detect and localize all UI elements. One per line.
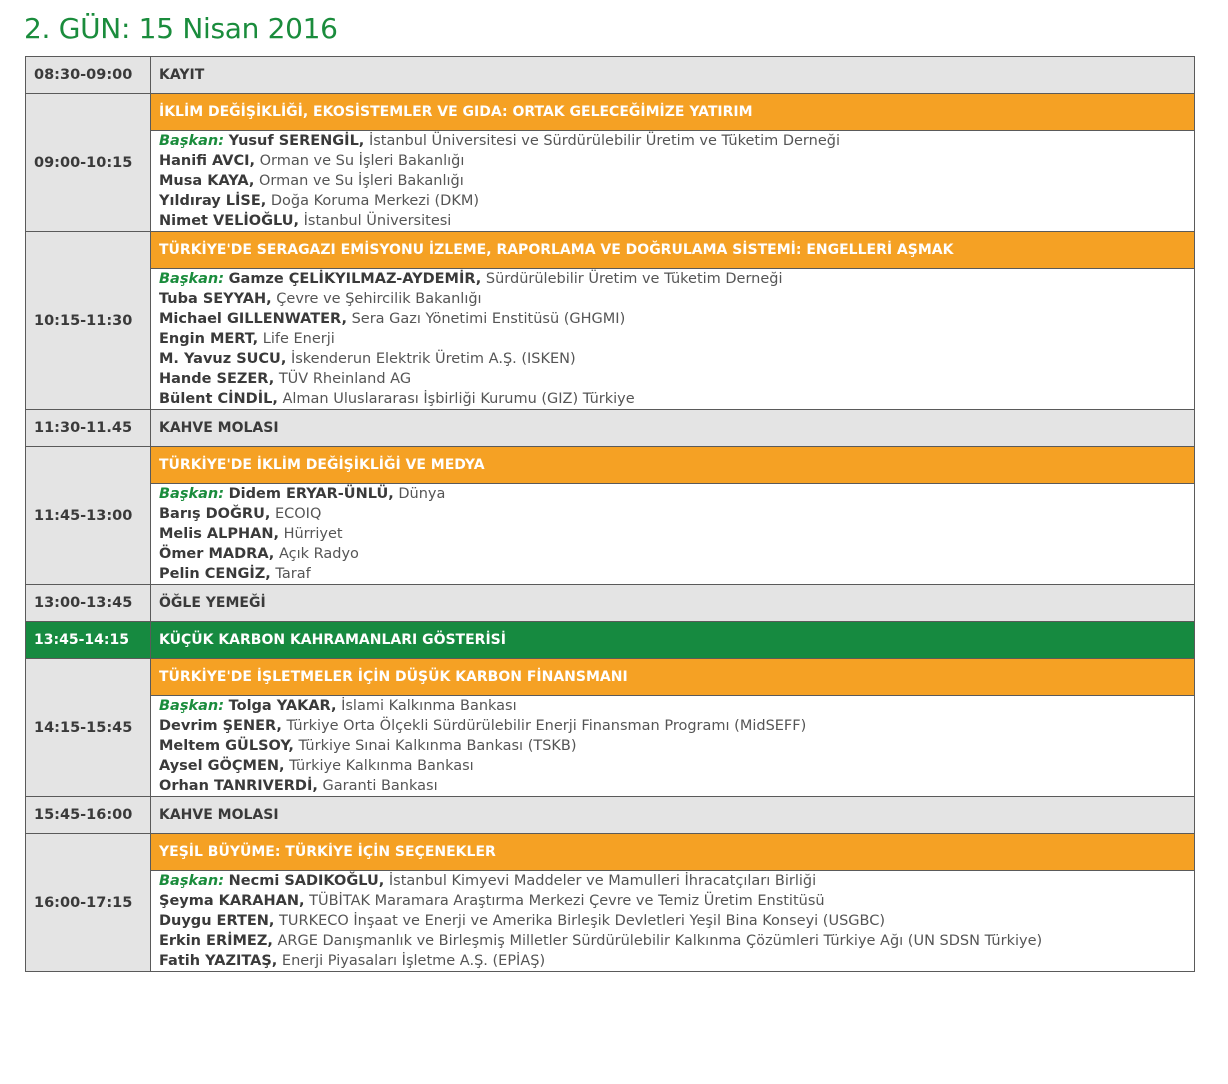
speaker-name: Fatih YAZITAŞ, [159,953,278,969]
speaker-affiliation: Alman Uluslararası İşbirliği Kurumu (GIZ) Türkiye [282,391,635,407]
speaker-line [159,151,1186,171]
speaker-name: Hanifi AVCI, [159,153,256,169]
time-slot: 11:30-11.45 [26,410,151,447]
speaker-affiliation: Türkiye Orta Ölçekli Sürdürülebilir Enerji Finansman Programı (MidSEFF) [286,718,807,734]
session-header-row [26,232,1195,269]
speaker-affiliation: Çevre ve Şehircilik Bakanlığı [276,291,482,307]
speaker-list [151,484,1195,585]
speaker-line [159,349,1186,369]
speaker-name: Orhan TANRIVERDİ, [159,778,318,794]
speaker-name: Duygu ERTEN, [159,913,275,929]
speaker-line [159,524,1186,544]
break-row [26,410,1195,447]
session-title: TÜRKİYE'DE SERAGAZI EMİSYONU İZLEME, RAPORLAMA VE DOĞRULAMA SİSTEMİ: ENGELLERİ AŞMAK [151,232,1195,269]
highlight-label: KÜÇÜK KARBON KAHRAMANLARI GÖSTERİSİ [151,622,1195,659]
speaker-affiliation: TURKECO İnşaat ve Enerji ve Amerika Birleşik Devletleri Yeşil Bina Konseyi (USGBC) [279,913,885,929]
speaker-name: Pelin CENGİZ, [159,566,271,582]
chair-label: Başkan: [159,698,225,714]
speaker-name: Didem ERYAR-ÜNLÜ, [228,486,394,502]
break-label: ÖĞLE YEMEĞİ [151,585,1195,622]
speaker-affiliation: Hürriyet [283,526,343,542]
time-slot: 15:45-16:00 [26,797,151,834]
speaker-line [159,504,1186,524]
chair-line [159,696,1186,716]
session-header-row [26,659,1195,696]
speaker-affiliation: Türkiye Sınai Kalkınma Bankası (TSKB) [298,738,577,754]
speaker-affiliation: TÜV Rheinland AG [278,371,412,387]
speaker-name: Engin MERT, [159,331,259,347]
chair-label: Başkan: [159,873,225,889]
speaker-line [159,756,1186,776]
highlight-row [26,622,1195,659]
time-slot: 13:45-14:15 [26,622,151,659]
speaker-line [159,329,1186,349]
speaker-affiliation: Taraf [275,566,311,582]
time-slot: 11:45-13:00 [26,447,151,585]
speaker-line [159,544,1186,564]
speaker-affiliation: İstanbul Üniversitesi ve Sürdürülebilir Üretim ve Tüketim Derneği [368,133,840,149]
speaker-line [159,564,1186,584]
speaker-name: Necmi SADIKOĞLU, [228,873,385,889]
speaker-affiliation: Orman ve Su İşleri Bakanlığı [259,173,464,189]
speaker-name: Erkin ERİMEZ, [159,933,273,949]
time-slot: 08:30-09:00 [26,57,151,94]
speaker-name: Barış DOĞRU, [159,506,271,522]
speaker-line [159,736,1186,756]
speaker-name: Aysel GÖÇMEN, [159,758,285,774]
speaker-name: Tuba SEYYAH, [159,291,272,307]
break-row [26,57,1195,94]
chair-label: Başkan: [159,486,225,502]
speaker-name: Bülent CİNDİL, [159,391,278,407]
chair-line [159,484,1186,504]
speaker-affiliation: Sera Gazı Yönetimi Enstitüsü (GHGMI) [351,311,626,327]
session-speakers-row [26,269,1195,410]
page-title: 2. GÜN: 15 Nisan 2016 [24,12,338,45]
session-speakers-row [26,484,1195,585]
break-row [26,585,1195,622]
speaker-line [159,776,1186,796]
speaker-affiliation: Dünya [398,486,446,502]
speaker-line [159,951,1186,971]
speaker-name: Ömer MADRA, [159,546,275,562]
speaker-affiliation: İstanbul Kimyevi Maddeler ve Mamulleri İhracatçıları Birliği [388,873,817,889]
speaker-name: Musa KAYA, [159,173,255,189]
speaker-name: Hande SEZER, [159,371,275,387]
speaker-list [151,269,1195,410]
time-slot: 14:15-15:45 [26,659,151,797]
chair-line [159,131,1186,151]
chair-label: Başkan: [159,271,225,287]
speaker-name: M. Yavuz SUCU, [159,351,287,367]
session-speakers-row [26,131,1195,232]
speaker-affiliation: Enerji Piyasaları İşletme A.Ş. (EPİAŞ) [281,953,546,969]
schedule-table [25,56,1195,972]
speaker-line [159,716,1186,736]
speaker-line [159,369,1186,389]
speaker-line [159,389,1186,409]
break-label: KAHVE MOLASI [151,410,1195,447]
speaker-list [151,696,1195,797]
speaker-name: Yusuf SERENGİL, [228,133,365,149]
speaker-name: Gamze ÇELİKYILMAZ-AYDEMİR, [228,271,482,287]
session-title: TÜRKİYE'DE İKLİM DEĞİŞİKLİĞİ VE MEDYA [151,447,1195,484]
session-speakers-row [26,696,1195,797]
speaker-affiliation: İskenderun Elektrik Üretim A.Ş. (ISKEN) [290,351,576,367]
speaker-affiliation: ECOIQ [274,506,322,522]
time-slot: 09:00-10:15 [26,94,151,232]
speaker-line [159,911,1186,931]
speaker-name: Meltem GÜLSOY, [159,738,294,754]
speaker-affiliation: ARGE Danışmanlık ve Birleşmiş Milletler Sürdürülebilir Kalkınma Çözümleri Türkiye Ağı (UN SDSN Türkiye) [277,933,1043,949]
speaker-name: Devrim ŞENER, [159,718,282,734]
speaker-affiliation: TÜBİTAK Maramara Araştırma Merkezi Çevre ve Temiz Üretim Enstitüsü [309,893,825,909]
speaker-line [159,289,1186,309]
speaker-list [151,871,1195,972]
speaker-line [159,191,1186,211]
chair-line [159,871,1186,891]
chair-label: Başkan: [159,133,225,149]
session-header-row [26,834,1195,871]
speaker-name: Şeyma KARAHAN, [159,893,305,909]
time-slot: 16:00-17:15 [26,834,151,972]
speaker-affiliation: Sürdürülebilir Üretim ve Tüketim Derneği [485,271,783,287]
time-slot: 13:00-13:45 [26,585,151,622]
speaker-line [159,211,1186,231]
speaker-line [159,309,1186,329]
speaker-line [159,891,1186,911]
speaker-affiliation: Doğa Koruma Merkezi (DKM) [270,193,479,209]
speaker-name: Nimet VELİOĞLU, [159,213,300,229]
speaker-affiliation: Life Enerji [262,331,335,347]
chair-line [159,269,1186,289]
speaker-affiliation: Orman ve Su İşleri Bakanlığı [259,153,465,169]
session-speakers-row [26,871,1195,972]
speaker-name: Michael GILLENWATER, [159,311,347,327]
session-title: İKLİM DEĞİŞİKLİĞİ, EKOSİSTEMLER VE GIDA: ORTAK GELECEĞİMİZE YATIRIM [151,94,1195,131]
schedule-body [26,57,1195,972]
break-row [26,797,1195,834]
speaker-name: Tolga YAKAR, [228,698,337,714]
speaker-affiliation: İstanbul Üniversitesi [303,213,452,229]
session-title: YEŞİL BÜYÜME: TÜRKİYE İÇİN SEÇENEKLER [151,834,1195,871]
speaker-affiliation: Açık Radyo [278,546,359,562]
session-header-row [26,94,1195,131]
session-header-row [26,447,1195,484]
speaker-line [159,931,1186,951]
speaker-list [151,131,1195,232]
break-label: KAYIT [151,57,1195,94]
speaker-affiliation: İslami Kalkınma Bankası [341,698,517,714]
speaker-line [159,171,1186,191]
speaker-name: Melis ALPHAN, [159,526,279,542]
speaker-affiliation: Türkiye Kalkınma Bankası [289,758,474,774]
speaker-affiliation: Garanti Bankası [322,778,438,794]
break-label: KAHVE MOLASI [151,797,1195,834]
speaker-name: Yıldıray LİSE, [159,193,267,209]
session-title: TÜRKİYE'DE İŞLETMELER İÇİN DÜŞÜK KARBON FİNANSMANI [151,659,1195,696]
time-slot: 10:15-11:30 [26,232,151,410]
